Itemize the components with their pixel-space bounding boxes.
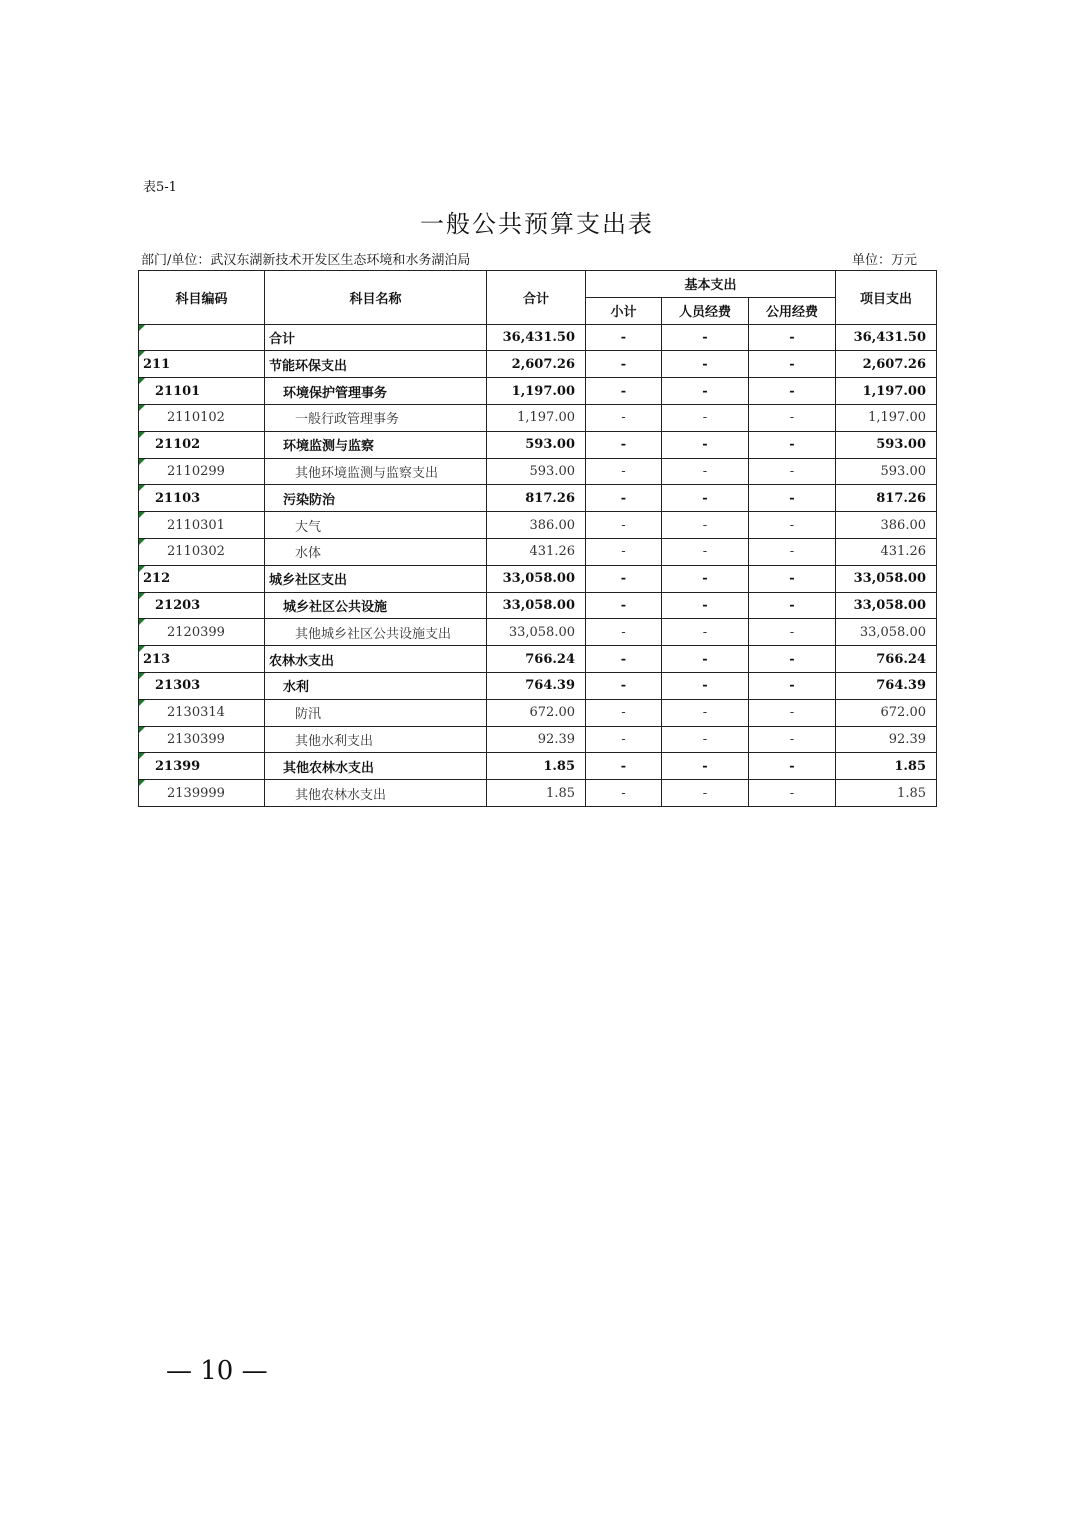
table-row [139, 646, 937, 673]
row-code-cell: 211 [139, 351, 265, 378]
row-subtotal-cell: - [586, 592, 662, 619]
row-subtotal-cell: - [586, 753, 662, 780]
department-label: 部门/单位：武汉东湖新技术开发区生态环境和水务湖泊局 [141, 253, 471, 268]
header-project: 项目支出 [836, 271, 937, 325]
row-project-cell: 817.26 [836, 485, 937, 512]
table-body [139, 324, 937, 806]
row-total-cell: 593.00 [487, 458, 586, 485]
header-public: 公用经费 [749, 297, 836, 324]
header-personnel: 人员经费 [662, 297, 749, 324]
row-public-cell: - [749, 726, 836, 753]
row-personnel-cell: - [662, 512, 749, 539]
row-code-cell: 2110302 [139, 538, 265, 565]
row-public-cell: - [749, 780, 836, 807]
row-public-cell: - [749, 404, 836, 431]
row-project-cell: 593.00 [836, 431, 937, 458]
row-public-cell: - [749, 324, 836, 351]
table-row [139, 512, 937, 539]
row-code-cell: 212 [139, 565, 265, 592]
row-project-cell: 386.00 [836, 512, 937, 539]
row-code-cell: 2130314 [139, 699, 265, 726]
row-total-cell: 1.85 [487, 780, 586, 807]
row-personnel-cell: - [662, 672, 749, 699]
row-total-cell: 92.39 [487, 726, 586, 753]
row-name-cell: 其他水利支出 [265, 726, 487, 753]
row-personnel-cell: - [662, 726, 749, 753]
row-name-cell: 水体 [265, 538, 487, 565]
row-public-cell: - [749, 485, 836, 512]
row-public-cell: - [749, 538, 836, 565]
row-name-cell: 环境保护管理事务 [265, 378, 487, 405]
row-public-cell: - [749, 646, 836, 673]
row-personnel-cell: - [662, 378, 749, 405]
row-total-cell: 33,058.00 [487, 592, 586, 619]
row-total-cell: 386.00 [487, 512, 586, 539]
row-subtotal-cell: - [586, 699, 662, 726]
row-subtotal-cell: - [586, 726, 662, 753]
row-total-cell: 33,058.00 [487, 565, 586, 592]
row-public-cell: - [749, 351, 836, 378]
row-project-cell: 1,197.00 [836, 404, 937, 431]
row-project-cell: 764.39 [836, 672, 937, 699]
header-total: 合计 [487, 271, 586, 325]
row-code-cell: 2110102 [139, 404, 265, 431]
row-project-cell: 92.39 [836, 726, 937, 753]
row-personnel-cell: - [662, 458, 749, 485]
row-personnel-cell: - [662, 780, 749, 807]
row-total-cell: 33,058.00 [487, 619, 586, 646]
row-name-cell: 城乡社区公共设施 [265, 592, 487, 619]
row-subtotal-cell: - [586, 780, 662, 807]
row-project-cell: 33,058.00 [836, 565, 937, 592]
row-name-cell: 其他环境监测与监察支出 [265, 458, 487, 485]
table-row [139, 458, 937, 485]
row-name-cell: 农林水支出 [265, 646, 487, 673]
table-row [139, 378, 937, 405]
row-project-cell: 33,058.00 [836, 592, 937, 619]
row-name-cell: 水利 [265, 672, 487, 699]
row-subtotal-cell: - [586, 512, 662, 539]
row-project-cell: 36,431.50 [836, 324, 937, 351]
row-subtotal-cell: - [586, 672, 662, 699]
row-subtotal-cell: - [586, 538, 662, 565]
row-public-cell: - [749, 753, 836, 780]
row-personnel-cell: - [662, 404, 749, 431]
row-personnel-cell: - [662, 619, 749, 646]
row-code-cell: 21103 [139, 485, 265, 512]
row-total-cell: 36,431.50 [487, 324, 586, 351]
table-row [139, 699, 937, 726]
row-project-cell: 33,058.00 [836, 619, 937, 646]
row-personnel-cell: - [662, 324, 749, 351]
table-row [139, 324, 937, 351]
row-personnel-cell: - [662, 538, 749, 565]
row-total-cell: 1,197.00 [487, 404, 586, 431]
row-code-cell: 2139999 [139, 780, 265, 807]
row-code-cell: 2130399 [139, 726, 265, 753]
row-public-cell: - [749, 458, 836, 485]
row-total-cell: 672.00 [487, 699, 586, 726]
row-project-cell: 1.85 [836, 780, 937, 807]
row-name-cell: 其他农林水支出 [265, 753, 487, 780]
row-name-cell: 一般行政管理事务 [265, 404, 487, 431]
table-row [139, 431, 937, 458]
row-subtotal-cell: - [586, 619, 662, 646]
row-project-cell: 1,197.00 [836, 378, 937, 405]
row-personnel-cell: - [662, 565, 749, 592]
row-subtotal-cell: - [586, 565, 662, 592]
header-subtotal: 小计 [586, 297, 662, 324]
row-name-cell: 防汛 [265, 699, 487, 726]
row-public-cell: - [749, 565, 836, 592]
table-row [139, 753, 937, 780]
row-name-cell: 大气 [265, 512, 487, 539]
row-name-cell: 环境监测与监察 [265, 431, 487, 458]
row-code-cell: 21399 [139, 753, 265, 780]
row-code-cell: 2110301 [139, 512, 265, 539]
row-code-cell [139, 324, 265, 351]
table-row [139, 672, 937, 699]
row-name-cell: 节能环保支出 [265, 351, 487, 378]
row-total-cell: 2,607.26 [487, 351, 586, 378]
row-subtotal-cell: - [586, 351, 662, 378]
row-personnel-cell: - [662, 646, 749, 673]
row-public-cell: - [749, 592, 836, 619]
row-project-cell: 593.00 [836, 458, 937, 485]
row-code-cell: 21303 [139, 672, 265, 699]
row-code-cell: 2120399 [139, 619, 265, 646]
row-total-cell: 1,197.00 [487, 378, 586, 405]
row-public-cell: - [749, 672, 836, 699]
row-public-cell: - [749, 699, 836, 726]
row-project-cell: 1.85 [836, 753, 937, 780]
row-subtotal-cell: - [586, 485, 662, 512]
header-basic: 基本支出 [586, 271, 836, 298]
header-name: 科目名称 [265, 271, 487, 325]
row-public-cell: - [749, 512, 836, 539]
row-personnel-cell: - [662, 351, 749, 378]
row-project-cell: 431.26 [836, 538, 937, 565]
row-personnel-cell: - [662, 753, 749, 780]
budget-table [138, 270, 937, 807]
table-row [139, 619, 937, 646]
row-public-cell: - [749, 431, 836, 458]
row-subtotal-cell: - [586, 431, 662, 458]
row-public-cell: - [749, 619, 836, 646]
row-personnel-cell: - [662, 431, 749, 458]
row-subtotal-cell: - [586, 324, 662, 351]
row-total-cell: 764.39 [487, 672, 586, 699]
row-total-cell: 431.26 [487, 538, 586, 565]
row-code-cell: 2110299 [139, 458, 265, 485]
table-row [139, 538, 937, 565]
row-total-cell: 593.00 [487, 431, 586, 458]
row-project-cell: 2,607.26 [836, 351, 937, 378]
row-name-cell: 其他农林水支出 [265, 780, 487, 807]
row-personnel-cell: - [662, 592, 749, 619]
document-title: 一般公共预算支出表 [420, 210, 654, 238]
table-row [139, 592, 937, 619]
table-row [139, 485, 937, 512]
row-personnel-cell: - [662, 699, 749, 726]
row-project-cell: 672.00 [836, 699, 937, 726]
row-project-cell: 766.24 [836, 646, 937, 673]
row-name-cell: 污染防治 [265, 485, 487, 512]
row-name-cell: 合计 [265, 324, 487, 351]
row-subtotal-cell: - [586, 378, 662, 405]
table-row [139, 565, 937, 592]
row-name-cell: 城乡社区支出 [265, 565, 487, 592]
table-row [139, 351, 937, 378]
row-subtotal-cell: - [586, 404, 662, 431]
row-total-cell: 766.24 [487, 646, 586, 673]
page-number: — 10 — [166, 1356, 268, 1386]
table-row [139, 780, 937, 807]
row-total-cell: 817.26 [487, 485, 586, 512]
row-personnel-cell: - [662, 485, 749, 512]
row-code-cell: 213 [139, 646, 265, 673]
header-code: 科目编码 [139, 271, 265, 325]
row-code-cell: 21203 [139, 592, 265, 619]
table-row [139, 726, 937, 753]
table-row [139, 404, 937, 431]
unit-label: 单位：万元 [852, 253, 918, 268]
table-number: 表5-1 [143, 180, 177, 195]
row-code-cell: 21102 [139, 431, 265, 458]
row-public-cell: - [749, 378, 836, 405]
row-subtotal-cell: - [586, 646, 662, 673]
row-total-cell: 1.85 [487, 753, 586, 780]
row-subtotal-cell: - [586, 458, 662, 485]
row-code-cell: 21101 [139, 378, 265, 405]
row-name-cell: 其他城乡社区公共设施支出 [265, 619, 487, 646]
